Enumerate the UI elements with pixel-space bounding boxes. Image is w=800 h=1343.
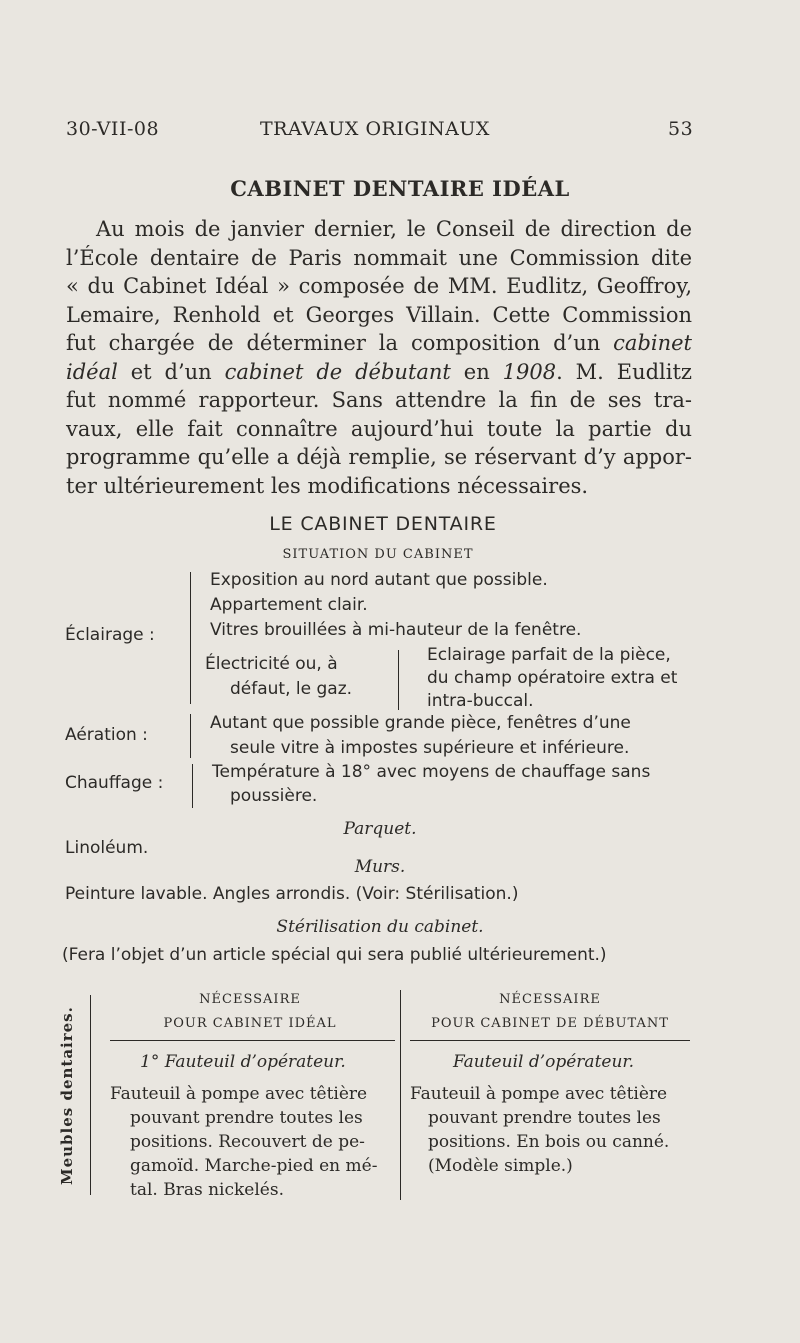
col1-head: NÉCESSAIRE: [199, 992, 301, 1007]
intro-line: ter ultérieurement les modifications nécessaires.: [66, 473, 589, 498]
eclairage-item: Vitres brouillées à mi-hauteur de la fenêtre.: [210, 620, 582, 640]
col1-line: gamoïd. Marche-pied en mé-: [130, 1156, 378, 1176]
eclairage-sub-item: du champ opératoire extra et: [427, 668, 678, 688]
eclairage-brace: [190, 572, 191, 704]
col2-item-title: Fauteuil d’opérateur.: [453, 1052, 635, 1072]
col2-line: (Modèle simple.): [428, 1156, 573, 1176]
col2-line: positions. En bois ou canné.: [428, 1132, 670, 1152]
col1-line: positions. Recouvert de pe-: [130, 1132, 365, 1152]
eclairage-sub-label: Électricité ou, à: [205, 654, 338, 674]
chauffage-line: poussière.: [230, 786, 318, 806]
intro-italic: 1908: [502, 359, 557, 384]
col1-item-title: 1° Fauteuil d’opérateur.: [140, 1052, 346, 1072]
aeration-line: seule vitre à impostes supérieure et inférieure.: [230, 738, 630, 758]
eclairage-sub-brace: [398, 650, 399, 710]
eclairage-sub-label: défaut, le gaz.: [230, 679, 353, 699]
chauffage-label: Chauffage :: [65, 773, 164, 793]
murs-text: Peinture lavable. Angles arrondis. (Voir: Stérilisation.): [65, 884, 519, 904]
col1-line: pouvant prendre toutes les: [130, 1108, 363, 1128]
intro-italic: cabinet: [613, 331, 692, 355]
parquet-heading: Parquet.: [343, 819, 417, 839]
chauffage-line: Température à 18° avec moyens de chauffage sans: [212, 762, 651, 782]
header-date: 30-VII-08: [66, 118, 160, 140]
eclairage-label: Éclairage :: [65, 625, 155, 645]
header-section: TRAVAUX ORIGINAUX: [260, 118, 490, 140]
col1-head: POUR CABINET IDÉAL: [163, 1016, 337, 1031]
col1-rule: [110, 1040, 395, 1041]
aeration-label: Aération :: [65, 725, 148, 745]
col2-line: Fauteuil à pompe avec têtière: [410, 1084, 668, 1104]
intro-line: l’École dentaire de Paris nommait une Commission dite: [66, 245, 692, 270]
intro-line: « du Cabinet Idéal » composée de MM. Eudlitz, Geoffroy,: [66, 274, 692, 298]
sterilisation-heading: Stérilisation du cabinet.: [276, 917, 484, 937]
col1-line: Fauteuil à pompe avec têtière: [110, 1084, 368, 1104]
intro-text: et d’un: [117, 359, 225, 384]
section-subtitle: SITUATION DU CABINET: [282, 547, 474, 562]
eclairage-item: Exposition au nord autant que possible.: [210, 570, 548, 590]
article-title: CABINET DENTAIRE IDÉAL: [230, 176, 570, 201]
intro-italic: idéal: [66, 359, 118, 384]
col2-head: POUR CABINET DE DÉBUTANT: [431, 1016, 669, 1031]
meubles-brace: [90, 995, 91, 1195]
eclairage-item: Appartement clair.: [210, 595, 368, 615]
intro-line: Lemaire, Renhold et Georges Villain. Cette Commission: [66, 302, 692, 327]
intro-line: vaux, elle fait connaître aujourd’hui toute la partie du: [66, 416, 692, 441]
intro-text: fut chargée de déterminer la composition d’un: [66, 331, 614, 355]
meubles-side-label: Meubles dentaires.: [58, 1006, 76, 1185]
intro-text: en: [450, 359, 503, 384]
intro-line: [66, 358, 692, 387]
col2-head: NÉCESSAIRE: [499, 992, 601, 1007]
col2-line: pouvant prendre toutes les: [428, 1108, 661, 1128]
page-number: 53: [668, 118, 694, 140]
col1-line: tal. Bras nickelés.: [130, 1180, 284, 1200]
parquet-text: Linoléum.: [65, 838, 149, 858]
intro-line: Au mois de janvier dernier, le Conseil de direction de: [96, 217, 692, 241]
chauffage-brace: [192, 764, 193, 808]
intro-italic: cabinet de débutant: [224, 359, 451, 384]
intro-line: programme qu’elle a déjà remplie, se réservant d’y appor-: [66, 445, 692, 469]
section-title: LE CABINET DENTAIRE: [269, 513, 497, 535]
col2-rule: [410, 1040, 690, 1041]
aeration-line: Autant que possible grande pièce, fenêtres d’une: [210, 713, 631, 733]
intro-paragraph: [66, 215, 692, 500]
murs-heading: Murs.: [354, 857, 406, 877]
intro-line: fut nommé rapporteur. Sans attendre la fin de ses tra-: [66, 388, 692, 412]
intro-text: . M. Eudlitz: [556, 359, 692, 384]
eclairage-sub-item: intra-buccal.: [427, 691, 534, 711]
intro-line: [66, 329, 692, 358]
aeration-brace: [190, 714, 191, 758]
column-divider: [400, 990, 401, 1200]
sterilisation-text: (Fera l’objet d’un article spécial qui sera publié ultérieurement.): [62, 945, 607, 965]
eclairage-sub-item: Eclairage parfait de la pièce,: [427, 645, 671, 665]
